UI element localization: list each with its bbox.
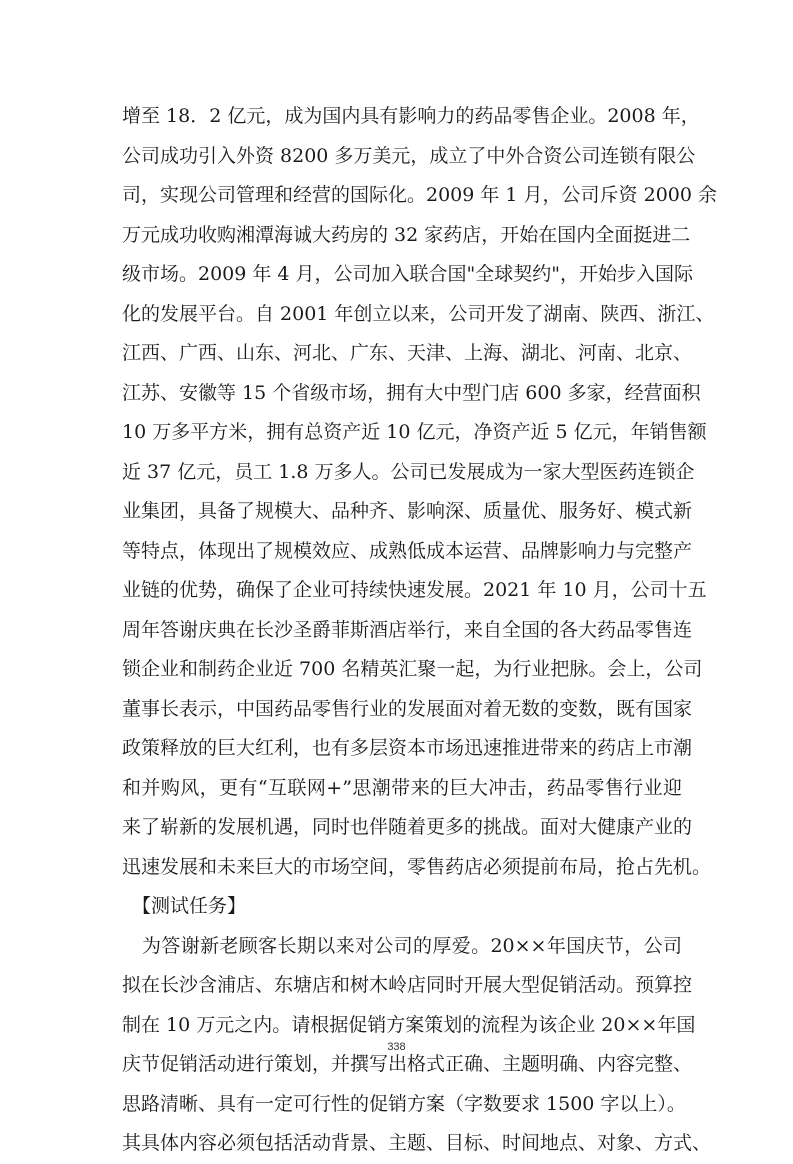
text-line: 周年答谢庆典在长沙圣爵菲斯酒店举行，来自全国的各大药品零售连 [122,618,693,641]
text-line: 业集团，具备了规模大、品种齐、影响深、质量优、服务好、模式新 [122,500,693,522]
text-line: 近 37 亿元，员工 1.8 万多人。公司已发展成为一家大型医药连锁企 [122,460,695,483]
text-line: 等特点，体现出了规模效应、成熟低成本运营、品牌影响力与完整产 [122,539,693,562]
text-line: 迅速发展和未来巨大的市场空间，零售药店必须提前布局，抢占先机。 [122,855,712,878]
text-line: 其具体内容必须包括活动背景、主题、目标、时间地点、对象、方式、 [122,1132,712,1154]
page-number: 338 [387,1041,406,1053]
text-line: 江西、广西、山东、河北、广东、天津、上海、湖北、河南、北京、 [122,342,693,364]
text-line: 10 万多平方米，拥有总资产近 10 亿元，净资产近 5 亿元，年销售额 [122,421,707,443]
section-heading: 【测试任务】 [132,895,247,917]
text-line: 和并购风，更有“互联网+”思潮带来的巨大冲击，药品零售行业迎 [122,776,682,799]
text-line: 为答谢新老顾客长期以来对公司的厚爱。20××年国庆节，公司 [142,934,682,957]
text-line: 级市场。2009 年 4 月，公司加入联合国"全球契约"，开始步入国际 [122,263,694,285]
text-line: 化的发展平台。自 2001 年创立以来，公司开发了湖南、陕西、浙江、 [122,302,715,325]
text-line: 制在 10 万元之内。请根据促销方案策划的流程为该企业 20××年国 [122,1013,696,1036]
text-line: 思路清晰、具有一定可行性的促销方案（字数要求 1500 字以上）。 [122,1092,686,1115]
text-line: 董事长表示，中国药品零售行业的发展面对着无数的变数，既有国家 [122,697,693,720]
text-line: 江苏、安徽等 15 个省级市场，拥有大中型门店 600 多家，经营面积 [122,381,701,404]
text-line: 锁企业和制药企业近 700 名精英汇聚一起，为行业把脉。会上，公司 [122,658,703,680]
body-text [122,97,717,1164]
text-line: 万元成功收购湘潭海诚大药房的 32 家药店，开始在国内全面挺进二 [122,223,691,246]
text-line: 公司成功引入外资 8200 多万美元，成立了中外合资公司连锁有限公 [122,144,696,167]
text-line: 拟在长沙含浦店、东塘店和树木岭店同时开展大型促销活动。预算控 [122,974,693,996]
text-line: 司，实现公司管理和经营的国际化。2009 年 1 月，公司斥资 2000 余 [122,184,717,206]
text-line: 增至 18．2 亿元，成为国内具有影响力的药品零售企业。2008 年， [122,105,700,127]
text-line: 政策释放的巨大红利，也有多层资本市场迅速推进带来的药店上市潮 [122,737,693,759]
text-line: 庆节促销活动进行策划，并撰写出格式正确、主题明确、内容完整、 [122,1053,693,1075]
text-line: 来了崭新的发展机遇，同时也伴随着更多的挑战。面对大健康产业的 [122,816,693,838]
text-line: 业链的优势，确保了企业可持续快速发展。2021 年 10 月，公司十五 [122,579,707,601]
